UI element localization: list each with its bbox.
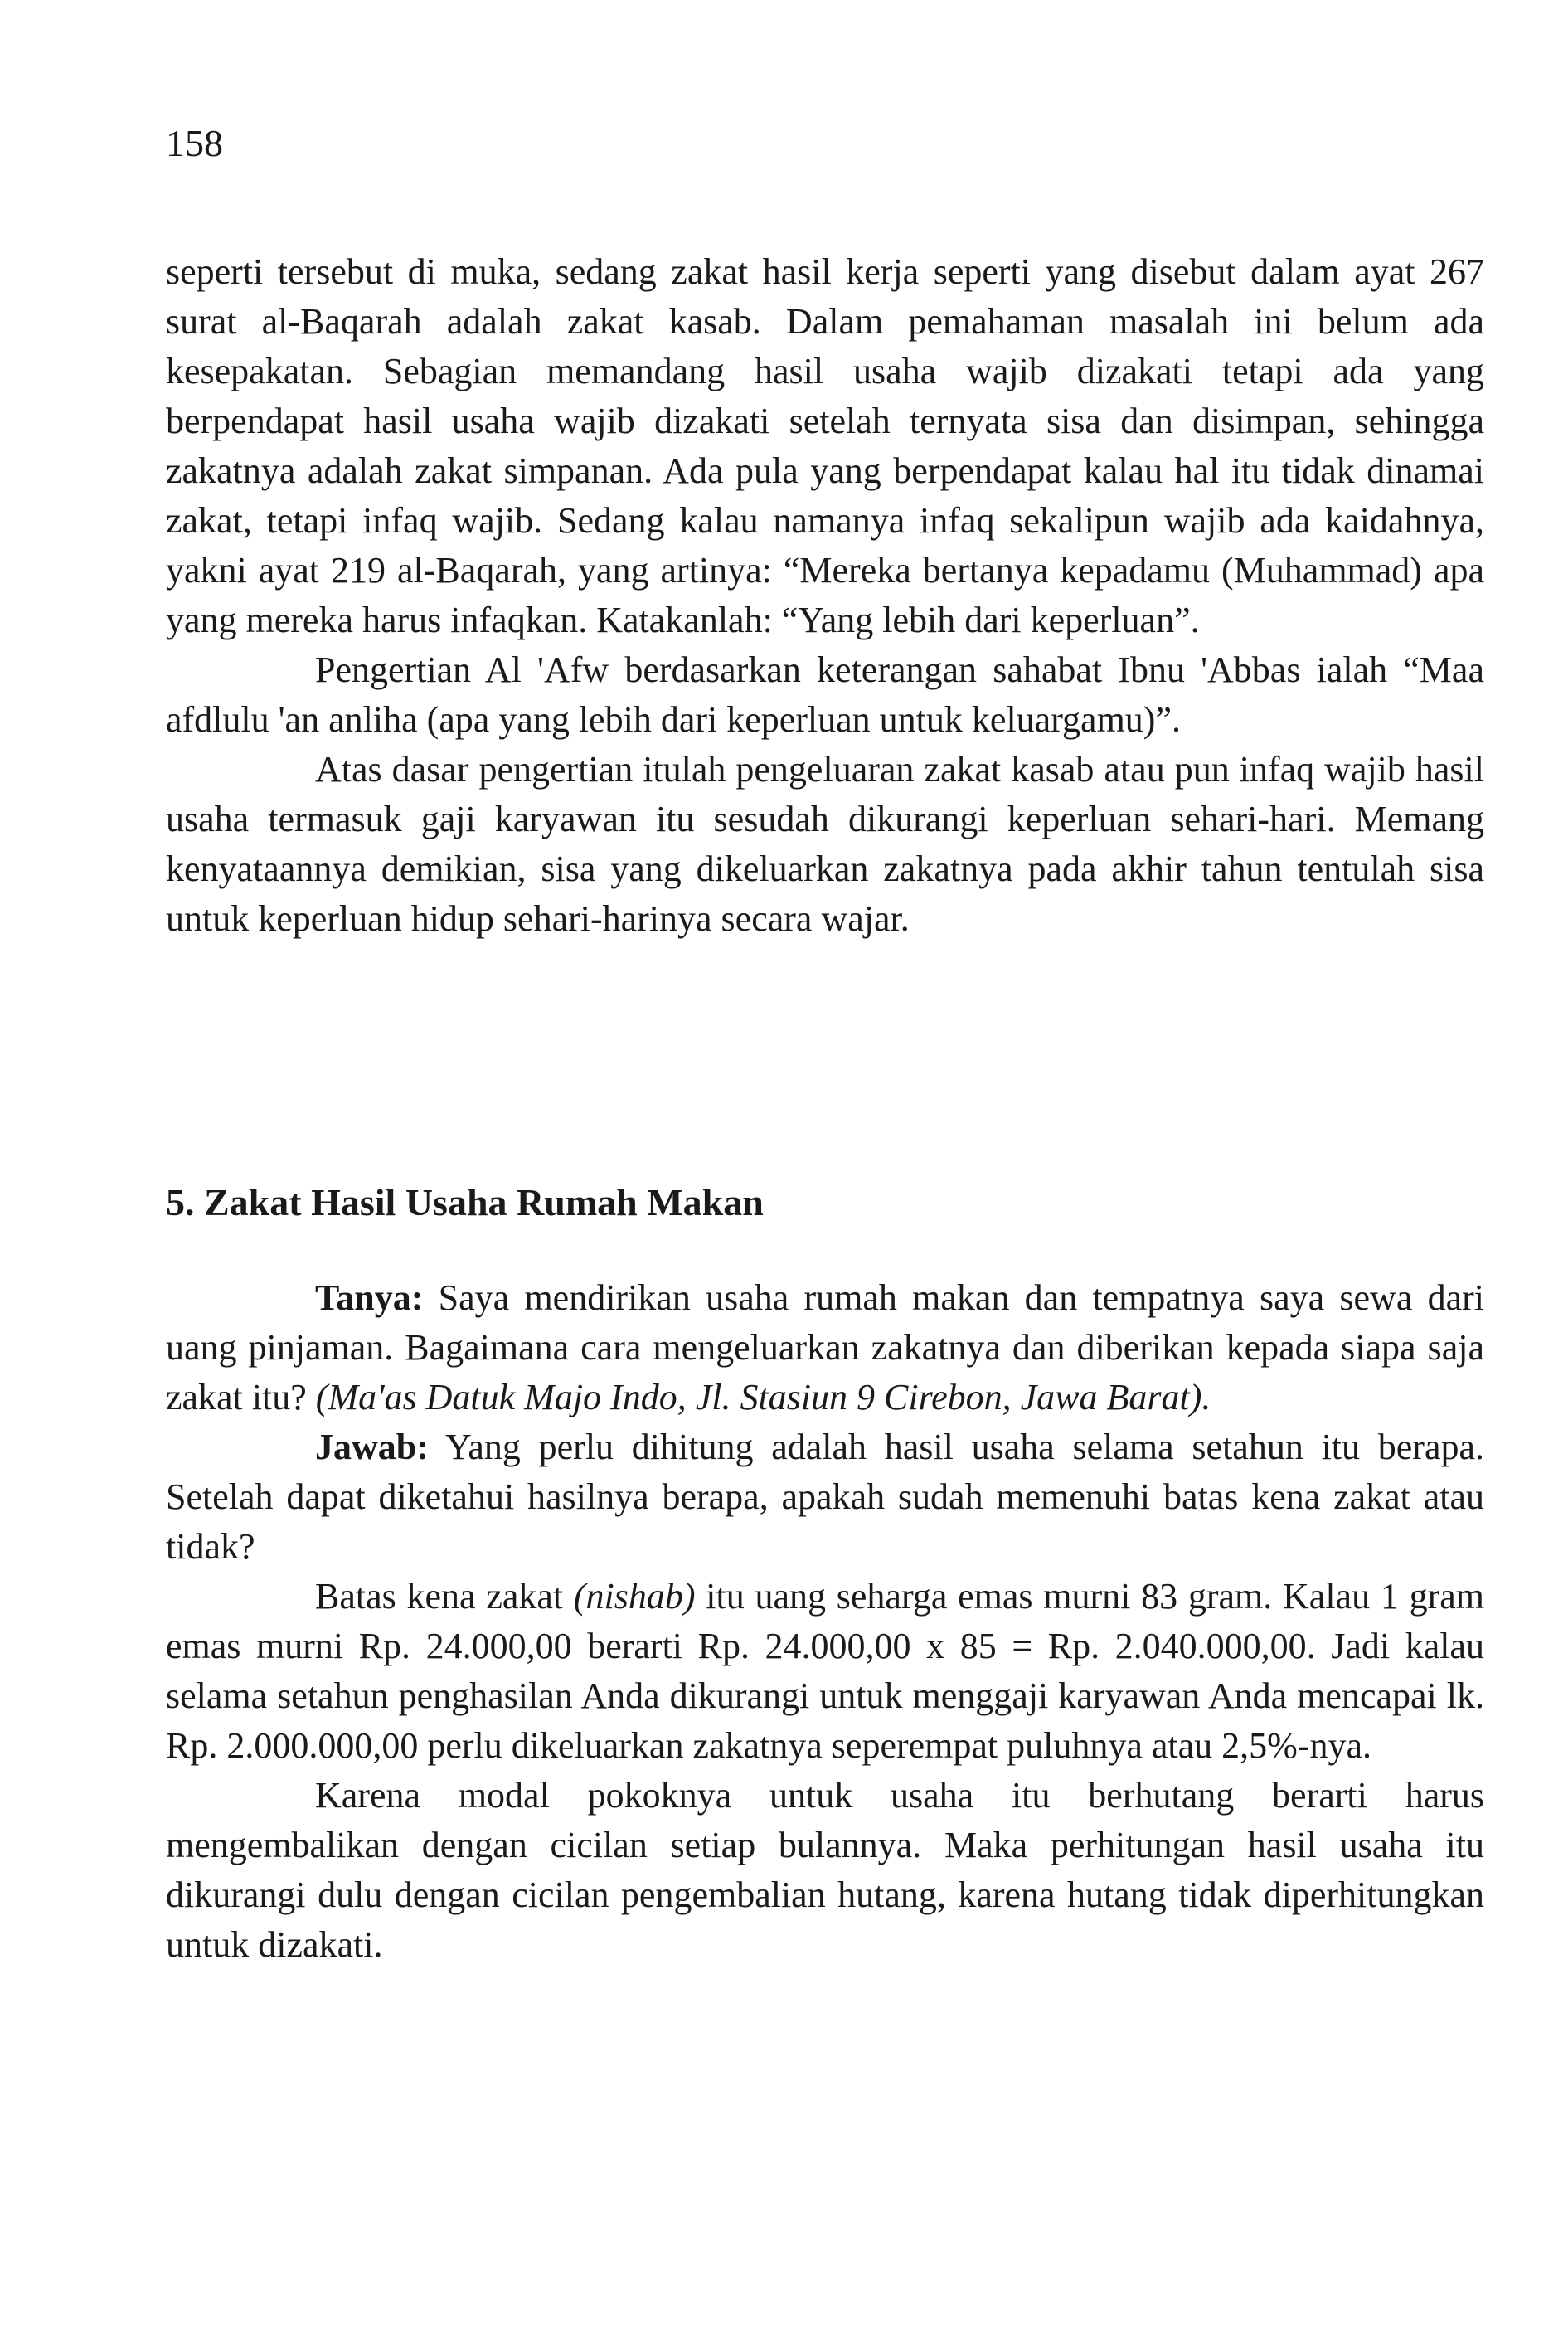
- question-text: Saya mendirikan usaha rumah makan dan tempatnya saya sewa dari uang pinjaman. Bagaimana cara mengeluarkan zakatnya dan diberikan kepada siapa saja zakat itu?: [166, 1277, 1484, 1417]
- paragraph-al-afw: Pengertian Al 'Afw berdasarkan keterangan sahabat Ibnu 'Abbas ialah “Maa afdlulu 'an anliha (apa yang lebih dari keperluan untuk keluargamu)”.: [166, 649, 1484, 740]
- answer-text: Yang perlu dihitung adalah hasil usaha selama setahun itu berapa. Setelah dapat diketahui hasilnya berapa, apakah sudah memenuhi batas kena zakat atau tidak?: [166, 1427, 1484, 1567]
- page-number: 158: [166, 122, 223, 164]
- paragraph-modal: Karena modal pokoknya untuk usaha itu berhutang berarti harus mengembalikan dengan cicilan setiap bulannya. Maka perhitungan hasil usaha itu dikurangi dulu dengan cicilan pengembalian hutang, karena hutang tidak diperhitungkan untuk dizakati.: [166, 1775, 1484, 1965]
- paragraph-pengeluaran-zakat: Atas dasar pengertian itulah pengeluaran zakat kasab atau pun infaq wajib hasil usaha termasuk gaji karyawan itu sesudah dikurangi keperluan sehari-hari. Memang kenyataannya demikian, sisa yang dikeluarkan zakatnya pada akhir tahun tentulah sisa untuk keperluan hidup sehari-harinya secara wajar.: [166, 749, 1484, 939]
- nisab-term: (nishab): [573, 1576, 696, 1617]
- question-label: Tanya:: [315, 1277, 424, 1318]
- body-text-block: [166, 247, 1484, 944]
- paragraph-zakat-kasab: seperti tersebut di muka, sedang zakat hasil kerja seperti yang disebut dalam ayat 267 surat al-Baqarah adalah zakat kasab. Dalam pemahaman masalah ini belum ada kesepakatan. Sebagian memandang hasil usaha wajib dizakati tetapi ada yang berpendapat hasil usaha wajib dizakati setelah ternyata sisa dan disimpan, sehingga zakatnya adalah zakat simpanan. Ada pula yang berpendapat kalau hal itu tidak dinamai zakat, tetapi infaq wajib. Sedang kalau namanya infaq sekalipun wajib ada kaidahnya, yakni ayat 219 al-Baqarah, yang artinya: “Mereka bertanya kepadamu (Muhammad) apa yang mereka harus infaqkan. Katakanlah: “Yang lebih dari keperluan”.: [166, 251, 1484, 640]
- qa-text-block: [166, 1273, 1484, 1970]
- answer-paragraph: [166, 1422, 1484, 1572]
- question-paragraph: [166, 1273, 1484, 1422]
- nisab-text-after: itu uang seharga emas murni 83 gram. Kalau 1 gram emas murni Rp. 24.000,00 berarti Rp. 24.000,00 x 85 = Rp. 2.040.000,00. Jadi kalau selama setahun penghasilan Anda dikurangi untuk menggaji karyawan Anda mencapai lk. Rp. 2.000.000,00 perlu dikeluarkan zakatnya seperempat puluhnya atau 2,5%-nya.: [166, 1576, 1484, 1766]
- nisab-text-before: Batas kena zakat: [315, 1576, 574, 1617]
- answer-label: Jawab:: [315, 1427, 429, 1467]
- question-source: (Ma'as Datuk Majo Indo, Jl. Stasiun 9 Cirebon, Jawa Barat).: [315, 1377, 1211, 1417]
- section-heading: 5. Zakat Hasil Usaha Rumah Makan: [166, 1181, 764, 1223]
- paragraph-nisab: [166, 1572, 1484, 1771]
